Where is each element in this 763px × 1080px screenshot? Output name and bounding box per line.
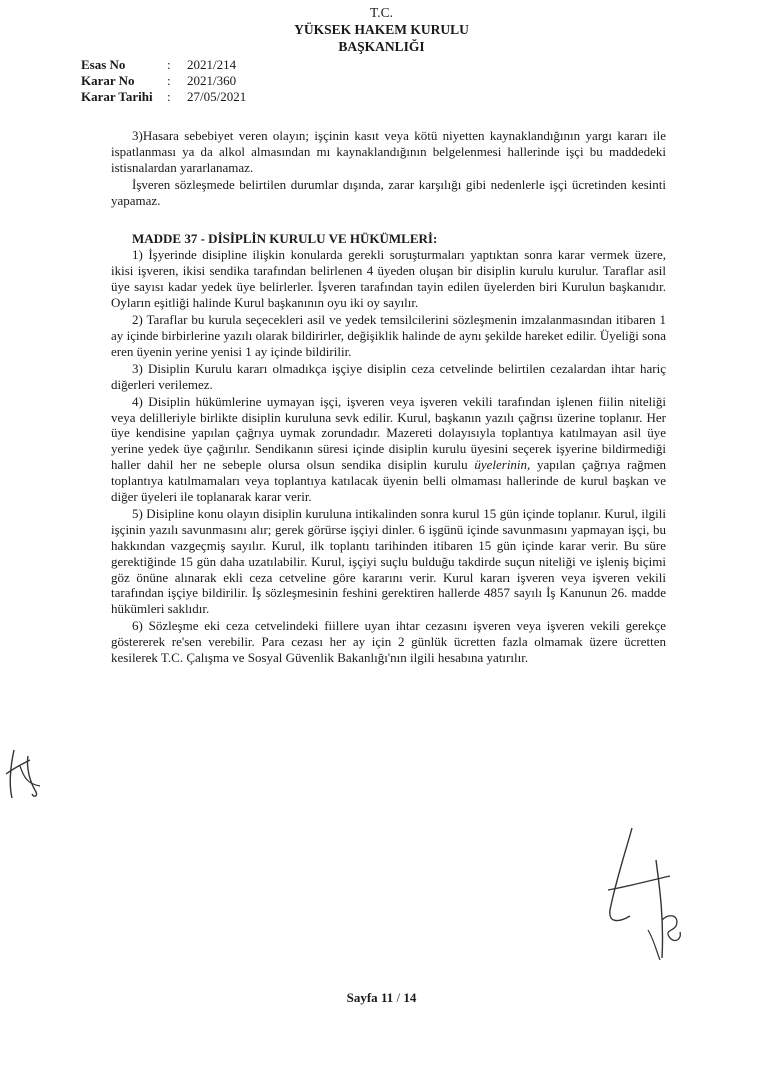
page-current: 11 <box>380 990 394 1005</box>
meta-label: Karar No <box>81 73 135 88</box>
header-tc: T.C. <box>370 5 393 20</box>
header-institution: YÜKSEK HAKEM KURULU <box>294 22 469 37</box>
item-4-text-end: yapılan çağrıya rağmen toplantıya katılmamaları veya toplantıya katılacak üyenin belli olmaması hallerinde de kurul başkan ve diğer üyeleri ile toplanarak karar verir. <box>111 457 666 505</box>
meta-value: 2021/214 <box>187 57 237 72</box>
meta-value: 2021/360 <box>187 73 237 88</box>
article-item-2: 2) Taraflar bu kurula seçecekleri asil ve yedek temsilcilerini sözleşmenin imzalanmasından itibaren 1 ay içinde birbirlerine yazılı olarak bildirirler, değişiklik halinde de aynı şekilde hareket edilir. Üyeliği sona eren üyenin yerine yenisi 1 ay içinde bildirilir. <box>111 312 666 359</box>
meta-row-tarih <box>81 89 246 105</box>
page-separator: / <box>396 990 401 1005</box>
item-4-text: 4) Disiplin hükümlerine uymayan işçi, işveren veya işveren vekili tarafından işlenen fiilin niteliği veya delilleriyle birlikte disiplin kuruluna sevk edilir. Kurul, başkanın yazılı çağrısı üzerine toplanır. Her üye kendisine yapılan çağrıya uymak zorundadır. Mazereti dolayısıyla toplantıya katılmayan asil üye yerine yedek üye çağırılır. Sendikanın süresi içinde disiplin kurulu üyesini seçerek işyerine bildirmediği haller dahil her ne sebeple olursa olsun sendika disiplin kurulu <box>111 393 666 473</box>
meta-colon: : <box>167 57 171 72</box>
meta-label: Karar Tarihi <box>81 89 153 104</box>
meta-colon: : <box>167 73 171 88</box>
paragraph-deduction: İşveren sözleşmede belirtilen durumlar dışında, zarar karşılığı gibi nedenlerle işçi ücretinden kesinti yapamaz. <box>111 176 666 208</box>
case-meta <box>81 57 246 105</box>
meta-row-esas <box>81 57 246 73</box>
meta-label: Esas No <box>81 57 126 72</box>
meta-row-karar <box>81 73 246 89</box>
meta-value: 27/05/2021 <box>187 89 247 104</box>
meta-colon: : <box>167 89 171 104</box>
page-label: Sayfa <box>346 990 378 1005</box>
article-item-6: 6) Sözleşme eki ceza cetvelindeki fiillere uyan ihtar cezasını işveren veya işveren vekili gerekçe göstererek re'sen verebilir. Para cezası her ay için 2 günlük ücretten fazla olmamak üzere ücretten kesilerek T.C. Çalışma ve Sosyal Güvenlik Bakanlığı'nın ilgili hesabına yatırılır. <box>111 618 666 666</box>
page-total: 14 <box>403 990 417 1005</box>
page-footer <box>0 990 763 1006</box>
article-heading: MADDE 37 - DİSİPLİN KURULU VE HÜKÜMLERİ: <box>132 230 438 246</box>
margin-initials-signature <box>0 738 50 808</box>
paragraph-damage: 3)Hasara sebebiyet veren olayın; işçinin kasıt veya kötü niyetten kaynaklandığının yargı kararı ile ispatlanması ya da alkol almasından mı kaynaklandığının belgelenmesi hallerinde işçi bu maddedeki istisnalardan yararlanamaz. <box>111 128 666 175</box>
article-item-5: 5) Disipline konu olayın disiplin kuruluna intikalinden sonra kurul 15 gün içinde toplanır. Kurul, ilgili işçinin yazılı savunmasını alır; gerek görürse işçiyi dinler. 6 işgünü içinde savunmasını yapmayan işçi, bu hakkından vazgeçmiş sayılır. Kurul, ilk toplantı tarihinden itibaren 15 gün içinde karar verir. Bu süre gerektiğinde 15 gün daha uzatılabilir. Kurul, işçiyi suçlu bulduğu takdirde suçun niteliği ve işleniş biçimi göz önüne alınarak ekli ceza cetveline göre kararını verir. Kurul kararı işveren veya işveren vekili tarafından işçiye bildirilir. İş sözleşmesinin feshini gerektiren hallerde 4857 sayılı İş Kanunun 26. madde hükümleri saklıdır. <box>111 505 666 617</box>
header-presidency: BAŞKANLIĞI <box>338 39 425 54</box>
article-item-4 <box>111 394 666 505</box>
document-body <box>111 128 666 667</box>
article-item-3: 3) Disiplin Kurulu kararı olmadıkça işçiye disiplin ceza cetvelinde belirtilen cezalardan ihtar hariç diğerleri verilemez. <box>111 360 666 392</box>
item-4-emphasis: üyelerinin, <box>474 457 531 473</box>
signature <box>590 820 700 970</box>
article-item-1: 1) İşyerinde disipline ilişkin konularda gerekli soruşturmaları yaptıktan sonra karar vermek üzere, ikisi işveren, ikisi sendika tarafından belirlenen 4 üyeden oluşan bir disiplin kurulu kurulur. Taraflar asil üye sayısı kadar yedek üye belirlerler. İşveren tarafından tayin edilen üyelerden biri Kurulun başkanıdır. Oyların eşitliği halinde Kurul başkanının oyu iki oy sayılır. <box>111 247 666 311</box>
